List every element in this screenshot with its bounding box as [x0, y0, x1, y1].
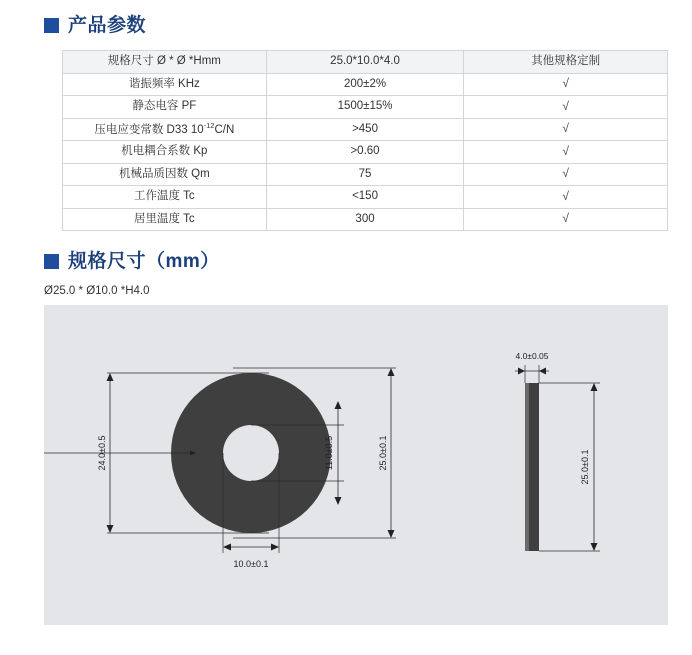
table-header-cell-size: 25.0*10.0*4.0 [266, 51, 464, 74]
row-custom: √ [464, 208, 668, 231]
row-label: 静态电容 PF [63, 96, 267, 119]
row-value: 1500±15% [266, 96, 464, 119]
dimension-drawing-panel [44, 305, 668, 625]
side-view-part [525, 383, 539, 551]
row-label: 工作温度 Tc [63, 186, 267, 209]
row-label: 居里温度 Tc [63, 208, 267, 231]
row-custom: √ [464, 96, 668, 119]
table-header-cell-spec: 规格尺寸 Ø * Ø *Hmm [63, 51, 267, 74]
row-label: 机械品质因数 Qm [63, 163, 267, 186]
row-label: 谐振频率 KHz [63, 73, 267, 96]
section-title-dimensions: 规格尺寸（mm） [68, 251, 220, 272]
row-custom: √ [464, 163, 668, 186]
row-value: 200±2% [266, 73, 464, 96]
table-row [63, 163, 668, 186]
row-value: 75 [266, 163, 464, 186]
table-row [63, 208, 668, 231]
row-value: >0.60 [266, 141, 464, 164]
section-heading-parameters [44, 16, 146, 35]
section-heading-dimensions [44, 252, 220, 271]
square-marker-icon [44, 18, 59, 33]
label-inner-vertical-dim: 11.0±0.5 [324, 435, 334, 471]
table-row [63, 118, 668, 141]
row-label-exponent: -12 [203, 120, 215, 130]
parameter-table [62, 50, 668, 231]
front-view-part [171, 373, 331, 533]
row-label: 机电耦合系数 Kp [63, 141, 267, 164]
label-inner-bottom-dim: 10.0±0.1 [233, 559, 269, 569]
row-custom: √ [464, 141, 668, 164]
side-view-thickness-dimension [515, 351, 549, 383]
table-row [63, 186, 668, 209]
table-header-row [63, 51, 668, 74]
section-title-parameters: 产品参数 [68, 15, 147, 36]
row-label-tail: C/N [214, 123, 235, 136]
row-label-main: 压电应变常数 D33 10 [94, 123, 204, 136]
side-view-height-dimension [539, 383, 600, 551]
row-custom: √ [464, 118, 668, 141]
table-row [63, 96, 668, 119]
row-custom: √ [464, 186, 668, 209]
table-row [63, 141, 668, 164]
row-value: >450 [266, 118, 464, 141]
label-side-height-dim: 25.0±0.1 [580, 449, 590, 485]
table-header-cell-custom: 其他规格定制 [464, 51, 668, 74]
row-value: 300 [266, 208, 464, 231]
row-custom: √ [464, 73, 668, 96]
square-marker-icon [44, 254, 59, 269]
row-value: <150 [266, 186, 464, 209]
label-thickness-dim: 4.0±0.05 [515, 351, 549, 361]
table-row [63, 73, 668, 96]
label-outer-right-dim: 25.0±0.1 [378, 435, 388, 471]
label-outer-left-dim: 24.0±0.5 [97, 435, 107, 471]
row-label [63, 118, 267, 141]
dimension-caption: Ø25.0 * Ø10.0 *H4.0 [44, 285, 150, 297]
dimension-drawing-svg [44, 305, 668, 625]
